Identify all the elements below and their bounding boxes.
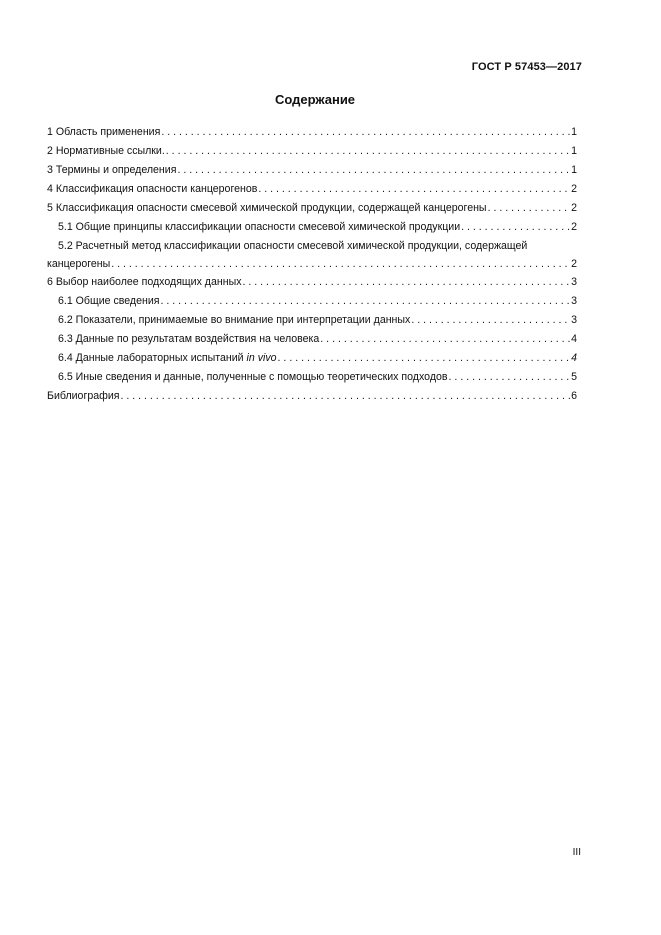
toc-entry-page: 3 (571, 314, 577, 326)
toc-leader-dots (461, 221, 570, 234)
toc-entry-page: 4 (571, 333, 577, 345)
toc-subentry[interactable] (47, 295, 577, 314)
toc-entry-label: 6.3 Данные по результатам воздействия на человека (58, 333, 320, 345)
toc-entry-label: 5.2 Расчетный метод классификации опасности смесевой химической продукции, содержащей (58, 240, 528, 252)
toc-entry-label: 5.1 Общие принципы классификации опасности смесевой химической продукции (58, 221, 461, 233)
toc-entry-page: 2 (571, 183, 577, 195)
toc-leader-dots (488, 202, 571, 215)
toc-entry[interactable] (47, 276, 577, 295)
toc-entry-label-italic: in vivo (246, 352, 277, 364)
toc-title: Содержание (274, 92, 356, 107)
toc-entry-page: 2 (571, 202, 577, 214)
document-code: ГОСТ Р 57453—2017 (471, 61, 582, 73)
toc-leader-dots (120, 390, 570, 403)
toc-leader-dots (320, 333, 570, 346)
toc-leader-dots (166, 145, 570, 158)
toc-entry[interactable] (47, 164, 577, 183)
toc-subentry[interactable] (47, 314, 577, 333)
toc-entry-label: 6.5 Иные сведения и данные, полученные с помощью теоретических подходов (58, 371, 448, 383)
toc-entry-label: 2 Нормативные ссылки. (47, 145, 165, 157)
toc-leader-dots (177, 164, 570, 177)
toc-entry-label: 1 Область применения (47, 126, 161, 138)
toc-entry-page: 3 (571, 276, 577, 288)
toc-entry[interactable] (47, 390, 577, 409)
toc-entry[interactable] (47, 126, 577, 145)
toc-subentry[interactable] (47, 371, 577, 390)
toc-entry-page: 1 (571, 145, 577, 157)
toc-entry-label-prefix: 6.4 Данные лабораторных испытаний (58, 352, 247, 364)
toc-subentry[interactable] (47, 221, 577, 240)
toc-entry-label: Библиография (47, 390, 120, 402)
toc-subentry[interactable] (47, 352, 577, 371)
toc-leader-dots (243, 276, 571, 289)
toc-entry-label (58, 352, 277, 365)
toc-subentry[interactable] (47, 240, 577, 276)
toc-entry[interactable] (47, 183, 577, 202)
toc-entry-label: 6.1 Общие сведения (58, 295, 160, 307)
table-of-contents (47, 126, 577, 409)
toc-entry-label: 5 Классификация опасности смесевой химической продукции, содержащей канцерогены (47, 202, 487, 214)
toc-entry-label: 6 Выбор наиболее подходящих данных (47, 276, 242, 288)
toc-entry-page: 2 (571, 221, 577, 233)
toc-subentry[interactable] (47, 333, 577, 352)
toc-entry-page: 2 (571, 258, 577, 270)
toc-entry-page: 1 (571, 126, 577, 138)
toc-leader-dots (111, 258, 570, 271)
toc-entry[interactable] (47, 202, 577, 221)
page-number: III (572, 847, 581, 858)
toc-leader-dots (258, 183, 570, 196)
toc-entry-label: 4 Классификация опасности канцерогенов (47, 183, 258, 195)
toc-entry-label-continued: канцерогены (47, 258, 111, 270)
toc-entry-page: 6 (571, 390, 577, 402)
toc-entry-label: 6.2 Показатели, принимаемые во внимание при интерпретации данных (58, 314, 411, 326)
toc-leader-dots (449, 371, 571, 384)
toc-entry[interactable] (47, 145, 577, 164)
toc-leader-dots (278, 352, 571, 365)
toc-entry-page: 1 (571, 164, 577, 176)
toc-leader-dots (161, 126, 570, 139)
toc-entry-label: 3 Термины и определения (47, 164, 177, 176)
toc-entry-page: 5 (571, 371, 577, 383)
toc-leader-dots (161, 295, 571, 308)
toc-entry-continuation (47, 258, 577, 271)
toc-entry-page: 4 (571, 352, 577, 364)
toc-leader-dots (411, 314, 570, 327)
toc-entry-page: 3 (571, 295, 577, 307)
